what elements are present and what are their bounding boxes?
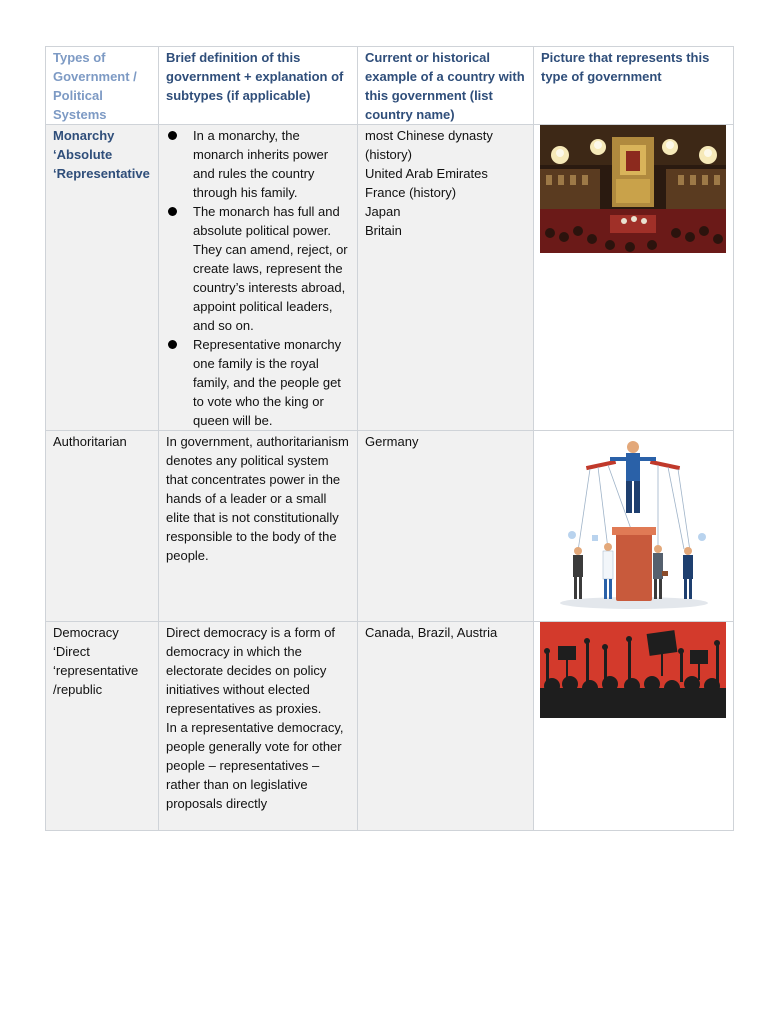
picture-democracy xyxy=(534,622,734,831)
type-democracy: Democracy ‘Direct ‘representative /republic xyxy=(46,622,159,831)
government-types-table xyxy=(45,46,734,831)
table-row-democracy xyxy=(46,622,734,831)
definition-democracy xyxy=(159,622,358,831)
monarchy-bullet-list xyxy=(166,126,351,430)
header-types: Types of Government / Political Systems xyxy=(46,47,159,125)
header-example: Current or historical example of a country with this government (list country name) xyxy=(358,47,534,125)
parliament-chamber-photo xyxy=(540,125,726,253)
example-item: Canada, Brazil, Austria xyxy=(365,625,498,640)
list-item: In a monarchy, the monarch inherits power and rules the country through his family. xyxy=(166,126,351,202)
header-definition: Brief definition of this government + explanation of subtypes (if applicable) xyxy=(159,47,358,125)
table-row-monarchy xyxy=(46,125,734,431)
protest-crowd-silhouette xyxy=(540,622,726,718)
header-row xyxy=(46,47,734,125)
list-item: Representative monarchy one family is the royal family, and the people get to vote who the king or queen will be. xyxy=(166,335,351,430)
examples-monarchy xyxy=(358,125,534,431)
list-item: The monarch has full and absolute political power. They can amend, reject, or create laws, represent the country’s interests abroad, appoint political leaders, and so on. xyxy=(166,202,351,335)
header-picture: Picture that represents this type of government xyxy=(534,47,734,125)
definition-authoritarian: In government, authoritarianism denotes any political system that concentrates power in the hands of a leader or a small elite that is not constitutionally responsible to the body of the people. xyxy=(159,431,358,622)
example-item: Japan xyxy=(365,204,401,219)
example-item: Germany xyxy=(365,434,419,449)
example-item: most Chinese dynasty (history) xyxy=(365,128,493,162)
puppet-master-illustration xyxy=(538,431,732,621)
example-item: Britain xyxy=(365,223,402,238)
picture-monarchy xyxy=(534,125,734,431)
examples-authoritarian xyxy=(358,431,534,622)
table-row-authoritarian xyxy=(46,431,734,622)
example-item: France (history) xyxy=(365,185,457,200)
definition-paragraph: In a representative democracy, people generally vote for other people – representatives – rather than on legislative proposals directly xyxy=(166,720,344,811)
picture-authoritarian xyxy=(534,431,734,622)
type-monarchy: Monarchy ‘Absolute ‘Representative xyxy=(46,125,159,431)
type-authoritarian: Authoritarian xyxy=(46,431,159,622)
example-item: United Arab Emirates xyxy=(365,166,488,181)
examples-democracy xyxy=(358,622,534,831)
definition-paragraph: Direct democracy is a form of democracy in which the electorate decides on policy initiatives without elected representatives as proxies. xyxy=(166,625,336,716)
definition-monarchy xyxy=(159,125,358,431)
